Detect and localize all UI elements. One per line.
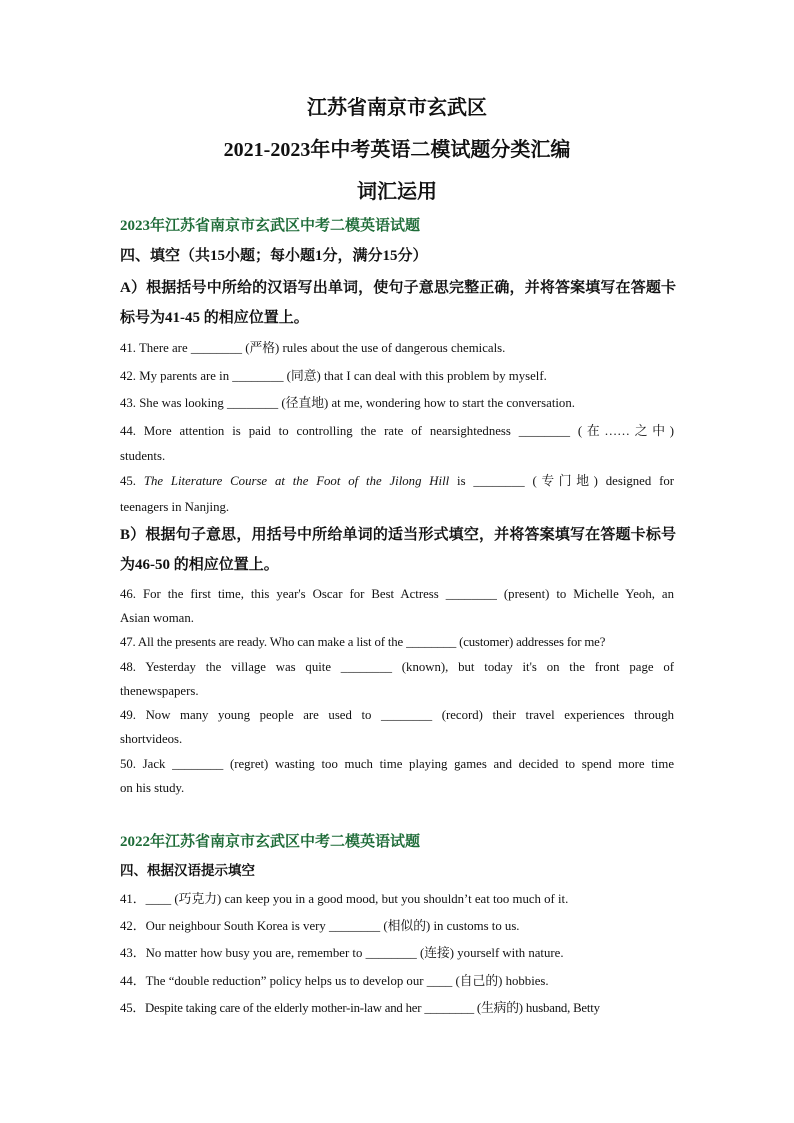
part-b-instructions: B）根据句子意思，用括号中所给单词的适当形式填空，并将答案填写在答题卡标号为46-50 的相应位置上。 — [120, 527, 676, 573]
part-a-instructions: A）根据括号中所给的汉语写出单词，使句子意思完整正确，并将答案填写在答题卡标号为41-45 的相应位置上。 — [120, 280, 676, 326]
part-title-2022: 四、根据汉语提示填空 — [120, 863, 255, 878]
question-41-2022: 41．____ (巧克力) can keep you in a good mood, but you shouldn’t eat too much of it. — [120, 892, 569, 906]
section-heading-2023: 2023年江苏省南京市玄武区中考二模英语试题 — [120, 218, 421, 234]
question-45-2022: 45．Despite taking care of the elderly mother-in-law and her ________ (生病的) husband, Betty — [120, 1001, 600, 1015]
section-heading-2022: 2022年江苏省南京市玄武区中考二模英语试题 — [120, 834, 421, 850]
question-50-line2: on his study. — [120, 781, 185, 795]
doc-title-topic: 词汇运用 — [357, 181, 437, 203]
question-47: 47. All the presents are ready. Who can make a list of the ________ (customer) addresses for me? — [120, 635, 606, 649]
question-49-line2: shortvideos. — [120, 732, 183, 746]
question-44-2022: 44．The “double reduction” policy helps us to develop our ____ (自己的) hobbies. — [120, 974, 549, 988]
question-45-rest: is ________ (专门地) designed for — [449, 474, 675, 488]
question-48-line1: 48. Yesterday the village was quite ________ (known), but today it's on the front page of — [120, 660, 674, 674]
question-44-2023-line1: 44. More attention is paid to controlling the rate of nearsightedness ________ (在……之中) — [120, 424, 674, 438]
question-45-2023-line2: teenagers in Nanjing. — [120, 500, 230, 514]
question-42-2023: 42. My parents are in ________ (同意) that I can deal with this problem by myself. — [120, 369, 547, 383]
doc-title-series: 2021-2023年中考英语二模试题分类汇编 — [223, 139, 571, 161]
question-50-line1: 50. Jack ________ (regret) wasting too much time playing games and decided to spend more time — [120, 757, 674, 771]
question-41-2023: 41. There are ________ (严格) rules about the use of dangerous chemicals. — [120, 341, 506, 355]
course-title: The Literature Course at the Foot of the Jilong Hill — [143, 474, 450, 488]
question-43-2023: 43. She was looking ________ (径直地) at me, wondering how to start the conversation. — [120, 396, 575, 410]
question-49-line1: 49. Now many young people are used to ________ (record) their travel experiences through — [120, 708, 674, 722]
question-46-line2: Asian woman. — [120, 611, 194, 625]
doc-title-region: 江苏省南京市玄武区 — [307, 97, 487, 119]
question-48-line2: thenewspapers. — [120, 684, 199, 698]
question-45-2023-line1 — [120, 469, 674, 494]
question-45-number: 45. — [120, 474, 144, 488]
question-46-line1: 46. For the first time, this year's Oscar for Best Actress ________ (present) to Michelle Yeoh, an — [120, 587, 674, 601]
question-42-2022: 42．Our neighbour South Korea is very ________ (相似的) in customs to us. — [120, 919, 520, 933]
question-43-2022: 43．No matter how busy you are, remember to ________ (连接) yourself with nature. — [120, 946, 564, 960]
question-44-2023-line2: students. — [120, 449, 166, 463]
part-title-2023: 四、填空（共15小题；每小题1分，满分15分） — [120, 248, 428, 264]
